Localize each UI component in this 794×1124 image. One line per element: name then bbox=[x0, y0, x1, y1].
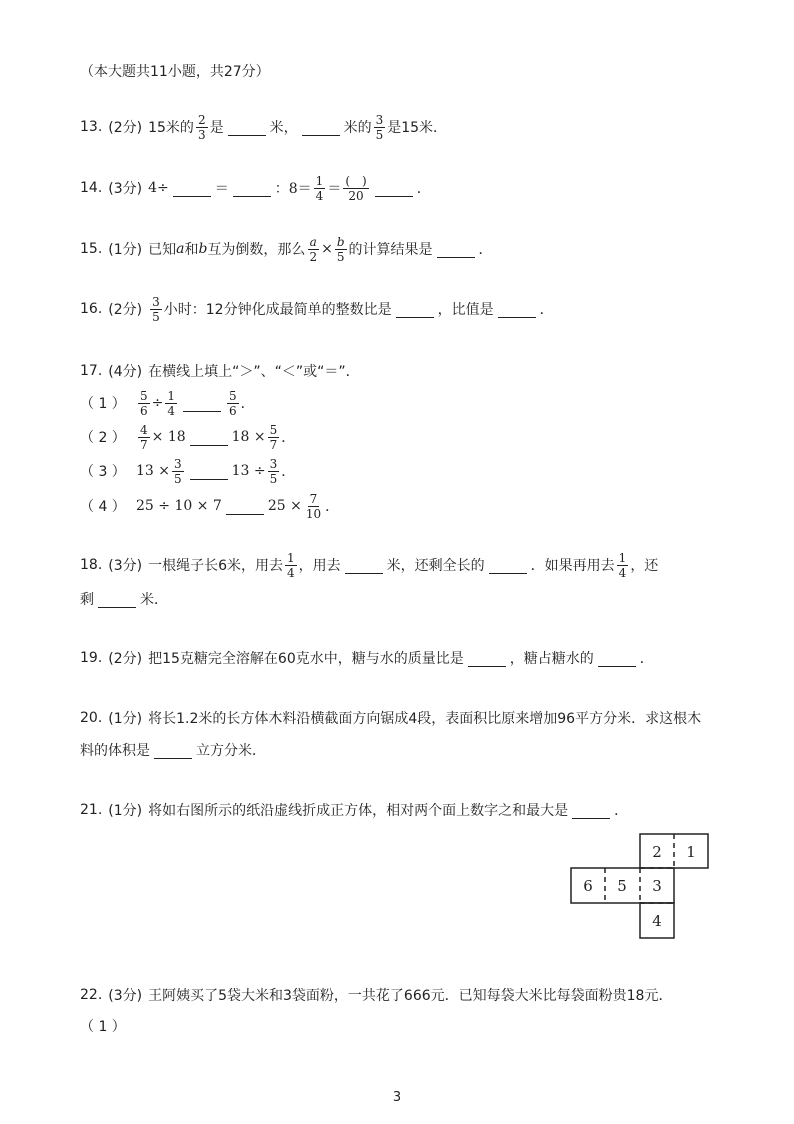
answer-blank[interactable] bbox=[572, 802, 610, 819]
cube-face-2: 2 bbox=[652, 843, 662, 861]
question-15 bbox=[80, 234, 493, 264]
numerator: 3 bbox=[152, 294, 160, 309]
text: 13 × bbox=[136, 463, 170, 479]
fraction bbox=[268, 457, 280, 486]
question-score: (2分) bbox=[108, 302, 143, 318]
fraction bbox=[138, 389, 150, 418]
answer-blank[interactable] bbox=[396, 301, 434, 318]
text: ． bbox=[416, 181, 431, 197]
answer-blank[interactable] bbox=[437, 241, 475, 258]
question-number: 17. bbox=[80, 363, 103, 379]
question-17 bbox=[80, 359, 360, 383]
denominator: 5 bbox=[269, 471, 278, 486]
part-label: （ 4 ） bbox=[80, 499, 126, 515]
text: ． bbox=[478, 242, 493, 258]
text: 已知 bbox=[148, 242, 177, 258]
text: ，比值是 bbox=[437, 302, 494, 318]
cube-face-6: 6 bbox=[583, 877, 593, 895]
numerator: 7 bbox=[309, 491, 318, 506]
text: 将如右图所示的纸沿虚线折成正方体，相对两个面上数字之和最大是 bbox=[148, 803, 569, 819]
question-score: (3分) bbox=[108, 181, 143, 197]
cube-face-1: 1 bbox=[686, 843, 696, 861]
text: ＝ bbox=[327, 181, 342, 197]
text: ． bbox=[281, 430, 296, 446]
answer-blank[interactable] bbox=[489, 557, 527, 574]
fraction bbox=[138, 423, 150, 452]
question-number: 19. bbox=[80, 650, 103, 666]
fraction bbox=[172, 457, 184, 486]
answer-blank[interactable] bbox=[302, 119, 340, 136]
text: 米， bbox=[269, 120, 298, 136]
variable: a bbox=[176, 241, 185, 257]
denominator: 6 bbox=[140, 403, 148, 418]
question-20 bbox=[80, 706, 701, 730]
answer-blank[interactable] bbox=[345, 557, 383, 574]
fraction bbox=[307, 235, 319, 264]
q17-part-4 bbox=[80, 491, 339, 521]
part-label: （ 1 ） bbox=[80, 396, 126, 412]
numerator: ( ) bbox=[345, 173, 367, 188]
text: 将长1.2米的长方体木料沿横截面方向锯成4段，表面积比原来增加96平方分米．求这根木 bbox=[148, 711, 702, 727]
text: 料的体积是 bbox=[80, 743, 150, 759]
answer-blank[interactable] bbox=[190, 429, 228, 446]
text: 18 × bbox=[231, 429, 266, 445]
numerator: 5 bbox=[269, 422, 278, 437]
text: ，还 bbox=[630, 558, 659, 574]
text: 互为倒数，那么 bbox=[207, 242, 306, 258]
question-number: 21. bbox=[80, 802, 103, 818]
question-number: 16. bbox=[80, 301, 103, 317]
operator: ÷ bbox=[151, 395, 164, 411]
q17-part-2 bbox=[80, 422, 295, 452]
denominator: 5 bbox=[336, 249, 345, 264]
part-label: （ 1 ） bbox=[80, 1019, 126, 1035]
question-14 bbox=[80, 173, 431, 203]
text: 25 ÷ 10 × 7 bbox=[136, 498, 222, 514]
cube-face-4: 4 bbox=[652, 912, 662, 930]
text: ：8＝ bbox=[274, 181, 312, 197]
times-symbol: × bbox=[321, 241, 333, 257]
text: 4÷ bbox=[148, 180, 169, 196]
text: 王阿姨买了5袋大米和3袋面粉，一共花了666元．已知每袋大米比每袋面粉贵18元． bbox=[148, 988, 673, 1004]
numerator: 5 bbox=[229, 388, 237, 403]
text: ． bbox=[614, 803, 629, 819]
text: 立方分米． bbox=[196, 743, 266, 759]
text: 一根绳子长6米，用去 bbox=[148, 558, 284, 574]
fraction bbox=[150, 295, 162, 324]
denominator: 7 bbox=[140, 437, 148, 452]
denominator: 7 bbox=[269, 437, 278, 452]
answer-blank[interactable] bbox=[190, 463, 228, 480]
section-note-text: （本大题共11小题，共27分） bbox=[80, 64, 270, 80]
question-number: 22. bbox=[80, 987, 103, 1003]
q17-part-1 bbox=[80, 388, 255, 418]
variable: b bbox=[198, 241, 208, 257]
text: 是 bbox=[209, 120, 224, 136]
answer-blank[interactable] bbox=[498, 301, 536, 318]
fraction bbox=[343, 174, 368, 203]
numerator: 1 bbox=[315, 173, 324, 188]
text: 的计算结果是 bbox=[348, 242, 433, 258]
denominator: 4 bbox=[167, 403, 176, 418]
question-number: 13. bbox=[80, 119, 103, 135]
text: ． bbox=[639, 651, 654, 667]
fraction bbox=[196, 113, 208, 142]
answer-blank[interactable] bbox=[173, 180, 211, 197]
question-number: 20. bbox=[80, 710, 103, 726]
numerator: 1 bbox=[167, 388, 176, 403]
text: 是15米． bbox=[387, 120, 448, 136]
question-score: (3分) bbox=[108, 558, 143, 574]
numerator: 3 bbox=[269, 456, 278, 471]
question-stem: 在横线上填上“＞”、“＜”或“＝”． bbox=[148, 364, 360, 380]
answer-blank[interactable] bbox=[228, 119, 266, 136]
fraction bbox=[374, 113, 386, 142]
answer-blank[interactable] bbox=[183, 395, 221, 412]
text: ，糖占糖水的 bbox=[509, 651, 594, 667]
fraction bbox=[335, 235, 347, 264]
question-19 bbox=[80, 646, 654, 670]
text: ． bbox=[539, 302, 554, 318]
question-number: 18. bbox=[80, 557, 103, 573]
text: 小时：12分钟化成最简单的整数比是 bbox=[163, 302, 392, 318]
text: ． bbox=[325, 499, 340, 515]
question-18 bbox=[80, 550, 658, 580]
fraction bbox=[285, 551, 297, 580]
text: 15米的 bbox=[148, 120, 194, 136]
question-score: (2分) bbox=[108, 651, 143, 667]
question-20-cont bbox=[80, 738, 266, 762]
text: 米的 bbox=[343, 120, 372, 136]
text: ，用去 bbox=[298, 558, 341, 574]
section-note bbox=[80, 59, 270, 83]
text: ＝ bbox=[214, 181, 229, 197]
question-score: (4分) bbox=[108, 364, 143, 380]
question-score: (1分) bbox=[108, 711, 143, 727]
text: 米，还剩全长的 bbox=[386, 558, 485, 574]
question-22 bbox=[80, 983, 672, 1007]
part-label: （ 3 ） bbox=[80, 464, 126, 480]
answer-blank[interactable] bbox=[598, 650, 636, 667]
text: 和 bbox=[184, 242, 199, 258]
numerator: 3 bbox=[174, 456, 182, 471]
fraction bbox=[314, 174, 326, 203]
denominator: 4 bbox=[315, 188, 324, 203]
fraction bbox=[617, 551, 629, 580]
question-16 bbox=[80, 294, 554, 324]
denominator: 20 bbox=[348, 188, 364, 203]
q17-part-3 bbox=[80, 456, 295, 486]
denominator: 5 bbox=[375, 127, 384, 142]
fraction bbox=[165, 389, 177, 418]
question-22-part-1 bbox=[80, 1014, 126, 1038]
numerator: b bbox=[336, 234, 345, 249]
answer-blank[interactable] bbox=[468, 650, 506, 667]
fraction bbox=[304, 492, 323, 521]
denominator: 5 bbox=[174, 471, 182, 486]
text: 25 × bbox=[267, 498, 302, 514]
fraction bbox=[227, 389, 239, 418]
numerator: a bbox=[309, 234, 317, 249]
denominator: 6 bbox=[229, 403, 237, 418]
text: ． bbox=[240, 396, 255, 412]
page-number: 3 bbox=[392, 1090, 402, 1105]
text: 剩 bbox=[80, 592, 94, 608]
denominator: 3 bbox=[197, 127, 206, 142]
question-score: (1分) bbox=[108, 242, 143, 258]
text: 把15克糖完全溶解在60克水中，糖与水的质量比是 bbox=[148, 651, 464, 667]
numerator: 1 bbox=[287, 550, 295, 565]
part-label: （ 2 ） bbox=[80, 430, 126, 446]
denominator: 5 bbox=[152, 309, 160, 324]
text: ．如果再用去 bbox=[530, 558, 615, 574]
denominator: 4 bbox=[287, 565, 295, 580]
answer-blank[interactable] bbox=[233, 180, 271, 197]
denominator: 10 bbox=[305, 506, 322, 521]
question-score: (3分) bbox=[108, 988, 143, 1004]
question-18-cont bbox=[80, 587, 168, 611]
answer-blank[interactable] bbox=[154, 742, 192, 759]
cube-net-figure bbox=[560, 828, 720, 944]
answer-blank[interactable] bbox=[375, 180, 413, 197]
numerator: 5 bbox=[140, 388, 148, 403]
answer-blank[interactable] bbox=[226, 498, 264, 515]
numerator: 2 bbox=[197, 112, 206, 127]
text: × 18 bbox=[151, 429, 186, 445]
fraction bbox=[268, 423, 280, 452]
denominator: 4 bbox=[618, 565, 627, 580]
cube-face-5: 5 bbox=[617, 877, 627, 895]
numerator: 4 bbox=[140, 422, 148, 437]
denominator: 2 bbox=[309, 249, 318, 264]
question-13 bbox=[80, 113, 447, 141]
text: ． bbox=[281, 464, 296, 480]
numerator: 3 bbox=[375, 112, 384, 127]
question-21 bbox=[80, 798, 628, 822]
question-number: 14. bbox=[80, 180, 103, 196]
numerator: 1 bbox=[618, 550, 627, 565]
answer-blank[interactable] bbox=[98, 591, 136, 608]
question-number: 15. bbox=[80, 241, 103, 257]
text: 米． bbox=[140, 592, 168, 608]
cube-face-3: 3 bbox=[652, 877, 662, 895]
text: 13 ÷ bbox=[231, 463, 266, 479]
question-score: (2分) bbox=[108, 120, 143, 136]
question-score: (1分) bbox=[108, 803, 143, 819]
